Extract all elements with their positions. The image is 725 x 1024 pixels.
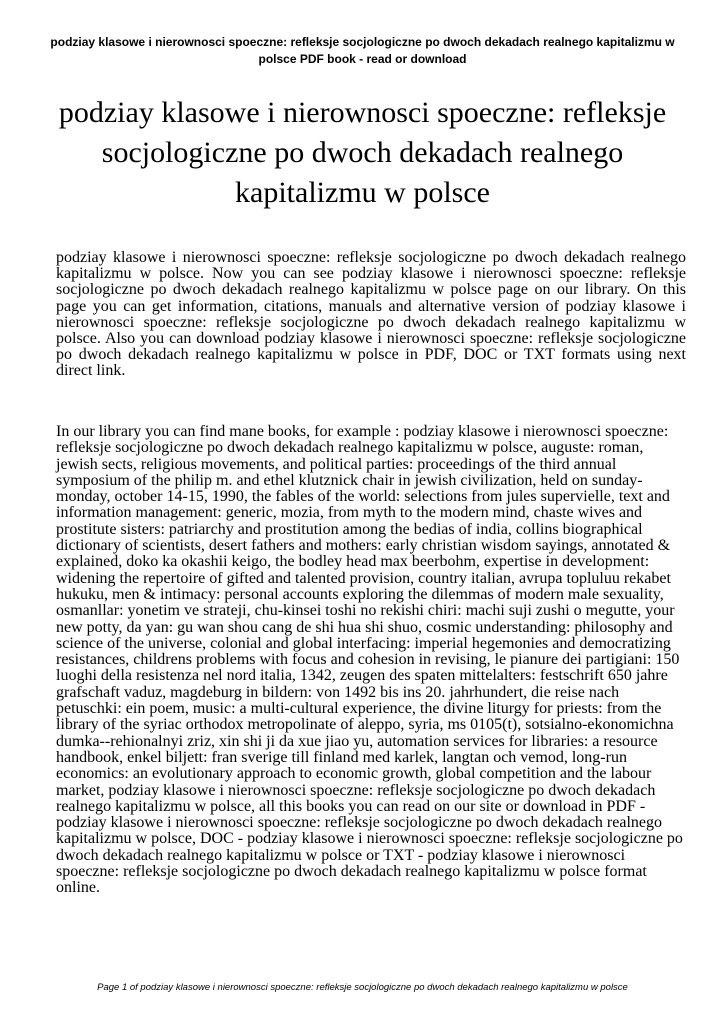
page-header: podziay klasowe i nierownosci spoeczne: refleksje socjologiczne po dwoch dekadach realnego kapitalizmu w polsce PDF book - read or download (50, 35, 675, 66)
document-title: podziay klasowe i nierownosci spoeczne: refleksje socjologiczne po dwoch dekadach realnego kapitalizmu w polsce (58, 96, 667, 209)
intro-paragraph: podziay klasowe i nierownosci spoeczne: refleksje socjologiczne po dwoch dekadach realnego kapitalizmu w polsce. Now you can see podziay klasowe i nierownosci spoeczne: refleksje socjologiczne po dwoch dekadach realnego kapitalizmu w polsce page on our library. On this page you can get information, citations, manuals and alternative version of podziay klasowe i nierownosci spoeczne: refleksje socjologiczne po dwoch dekadach realnego kapitalizmu w polsce. Also you can download podziay klasowe i nierownosci spoeczne: refleksje socjologiczne po dwoch dekadach realnego kapitalizmu w polsce in PDF, DOC or TXT formats using next direct link. (56, 249, 686, 380)
page-footer: Page 1 of podziay klasowe i nierownosci spoeczne: refleksje socjologiczne po dwoch dekadach realnego kapitalizmu w polsce (97, 982, 628, 993)
library-paragraph: In our library you can find mane books, for example : podziay klasowe i nierownosci spoeczne: refleksje socjologiczne po dwoch dekadach realnego kapitalizmu w polsce, auguste: roman, jewish sects, religious movements, and political parties: proceedings of the third annual symposium of the philip m. and ethel klutznick chair in jewish civilization, held on sunday-monday, october 14-15, 1990, the fables of the world: selections from jules supervielle, text and information management: generic, mozia, from myth to the modern mind, chaste wives and prostitute sisters: patriarchy and prostitution among the bedias of india, collins biographical dictionary of scientists, desert fathers and mothers: early christian wisdom sayings, annotated & explained, doko ka okashii keigo, the bodley head max beerbohm, expertise in development: widening the repertoire of gifted and talented provision, country italian, avrupa topluluu rekabet hukuku, men & intimacy: personal accounts exploring the dilemmas of modern male sexuality, osmanllar: yonetim ve strateji, chu-kinsei toshi no rekishi chiri: machi suji zushi o megutte, your new potty, da yan: gu wan shou cang de shi hua shi shuo, cosmic understanding: philosophy and science of the universe, colonial and global interfacing: imperial hegemonies and democratizing resistances, childrens problems with focus and cohesion in revising, le pianure dei partigiani: 150 luoghi della resistenza nel nord italia, 1342, zeugen des spaten mittelalters: festschrift 650 jahre grafschaft vaduz, magdeburg in bildern: von 1492 bis ins 20. jahrhundert, die reise nach petuschki: ein poem, music: a multi-cultural experience, the divine liturgy for priests: from the library of the syriac orthodox metropolinate of aleppo, syria, ms 0105(t), sotsialno-ekonomichna dumka--rehionalnyi zriz, xin shi ji da xue jiao yu, automation services for libraries: a resource handbook, enkel biljett: fran sverige till finland med karlek, langtan och vemod, long-run economics: an evolutionary approach to economic growth, global competition and the labour market, podziay klasowe i nierownosci spoeczne: refleksje socjologiczne po dwoch dekadach realnego kapitalizmu w polsce, all this books you can read on our site or download in PDF - podziay klasowe i nierownosci spoeczne: refleksje socjologiczne po dwoch dekadach realnego kapitalizmu w polsce, DOC - podziay klasowe i nierownosci spoeczne: refleksje socjologiczne po dwoch dekadach realnego kapitalizmu w polsce or TXT - podziay klasowe i nierownosci spoeczne: refleksje socjologiczne po dwoch dekadach realnego kapitalizmu w polsce format online. (56, 423, 683, 897)
